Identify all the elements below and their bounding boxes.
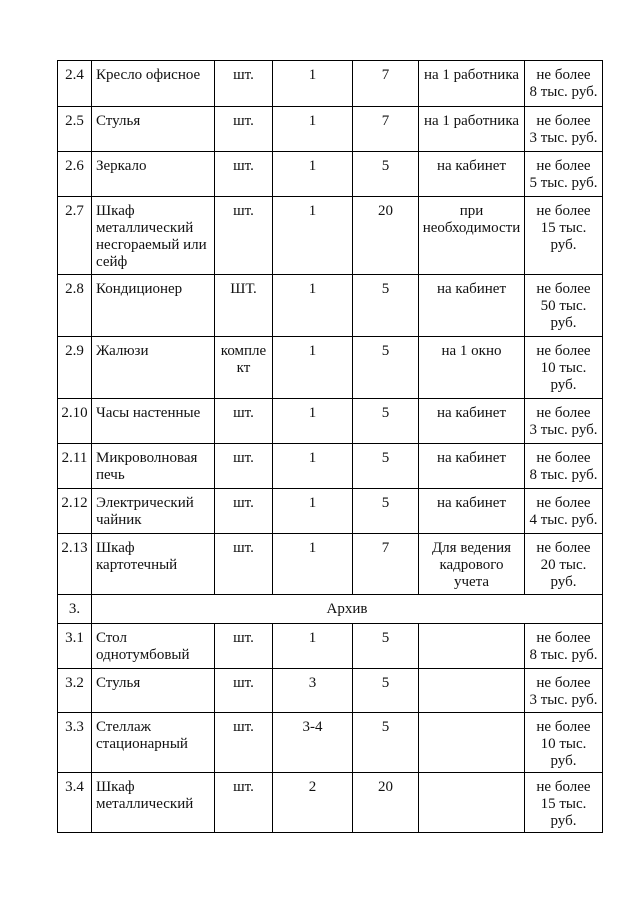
item-name-cell: Шкаф металлический несгораемый или сейф: [92, 197, 215, 275]
service-life-cell: 5: [353, 624, 419, 669]
price-limit-label: не более: [536, 67, 591, 83]
price-limit-label: не более: [536, 630, 591, 646]
unit-cell: шт.: [215, 669, 273, 713]
price-limit-label: не более: [536, 779, 591, 795]
price-amount: 5 тыс. руб.: [529, 175, 598, 191]
quantity-cell: 1: [273, 444, 353, 489]
norm-cell: на 1 работника: [419, 107, 525, 152]
price-limit-cell: [525, 489, 603, 534]
row-number-cell: 3.2: [58, 669, 92, 713]
table-row: [58, 773, 603, 833]
quantity-cell: 1: [273, 107, 353, 152]
price-limit-cell: [525, 713, 603, 773]
service-life-cell: 5: [353, 399, 419, 444]
table-row: [58, 275, 603, 337]
price-limit-label: не более: [536, 495, 591, 511]
quantity-cell: 1: [273, 275, 353, 337]
service-life-cell: 7: [353, 61, 419, 107]
price-limit-cell: [525, 337, 603, 399]
section-number-cell: 3.: [58, 595, 92, 624]
table-row: [58, 624, 603, 669]
equipment-table-body: [58, 61, 603, 833]
row-number-cell: 2.4: [58, 61, 92, 107]
norm-cell: [419, 669, 525, 713]
equipment-table: [57, 60, 603, 833]
price-limit-label: не более: [536, 540, 591, 556]
price-amount: 50 тыс. руб.: [540, 298, 587, 331]
service-life-cell: 5: [353, 152, 419, 197]
price-limit-label: не более: [536, 281, 591, 297]
service-life-cell: 7: [353, 534, 419, 595]
service-life-cell: 7: [353, 107, 419, 152]
service-life-cell: 5: [353, 275, 419, 337]
price-limit-label: не более: [536, 719, 591, 735]
table-row: [58, 713, 603, 773]
table-row: [58, 197, 603, 275]
quantity-cell: 1: [273, 489, 353, 534]
quantity-cell: 1: [273, 152, 353, 197]
item-name-cell: Часы настенные: [92, 399, 215, 444]
item-name-cell: Стол однотумбовый: [92, 624, 215, 669]
quantity-cell: 1: [273, 624, 353, 669]
norm-cell: на кабинет: [419, 489, 525, 534]
norm-cell: при необходимости: [419, 197, 525, 275]
row-number-cell: 3.1: [58, 624, 92, 669]
quantity-cell: 1: [273, 197, 353, 275]
price-limit-label: не более: [536, 343, 591, 359]
unit-cell: шт.: [215, 107, 273, 152]
unit-cell: шт.: [215, 197, 273, 275]
price-amount: 3 тыс. руб.: [529, 422, 598, 438]
price-limit-cell: [525, 152, 603, 197]
unit-cell: шт.: [215, 399, 273, 444]
price-limit-label: не более: [536, 450, 591, 466]
norm-cell: на 1 работника: [419, 61, 525, 107]
price-amount: 8 тыс. руб.: [529, 84, 598, 100]
quantity-cell: 1: [273, 61, 353, 107]
price-limit-label: не более: [536, 113, 591, 129]
price-limit-cell: [525, 107, 603, 152]
service-life-cell: 5: [353, 669, 419, 713]
price-limit-cell: [525, 773, 603, 833]
norm-cell: [419, 624, 525, 669]
row-number-cell: 2.10: [58, 399, 92, 444]
table-row: [58, 399, 603, 444]
row-number-cell: 2.6: [58, 152, 92, 197]
norm-cell: на кабинет: [419, 275, 525, 337]
price-amount: 20 тыс. руб.: [540, 557, 587, 590]
norm-cell: Для ведения кадрового учета: [419, 534, 525, 595]
price-limit-cell: [525, 399, 603, 444]
quantity-cell: 1: [273, 399, 353, 444]
row-number-cell: 2.8: [58, 275, 92, 337]
norm-cell: на 1 окно: [419, 337, 525, 399]
table-row: [58, 444, 603, 489]
norm-cell: на кабинет: [419, 399, 525, 444]
table-row: [58, 534, 603, 595]
price-amount: 3 тыс. руб.: [529, 692, 598, 708]
price-limit-cell: [525, 624, 603, 669]
row-number-cell: 2.5: [58, 107, 92, 152]
item-name-cell: Шкаф картотечный: [92, 534, 215, 595]
item-name-cell: Стеллаж стационарный: [92, 713, 215, 773]
quantity-cell: 3-4: [273, 713, 353, 773]
price-amount: 15 тыс. руб.: [540, 220, 587, 253]
price-amount: 15 тыс. руб.: [540, 796, 587, 829]
section-title-cell: Архив: [92, 595, 603, 624]
price-limit-cell: [525, 61, 603, 107]
item-name-cell: Стулья: [92, 107, 215, 152]
table-row: [58, 61, 603, 107]
row-number-cell: 3.4: [58, 773, 92, 833]
item-name-cell: Стулья: [92, 669, 215, 713]
price-limit-label: не более: [536, 405, 591, 421]
row-number-cell: 2.12: [58, 489, 92, 534]
section-header-row: [58, 595, 603, 624]
table-row: [58, 107, 603, 152]
row-number-cell: 2.9: [58, 337, 92, 399]
price-amount: 4 тыс. руб.: [529, 512, 598, 528]
table-row: [58, 152, 603, 197]
norm-cell: на кабинет: [419, 444, 525, 489]
unit-cell: шт.: [215, 624, 273, 669]
norm-cell: на кабинет: [419, 152, 525, 197]
unit-cell: комплект: [215, 337, 273, 399]
item-name-cell: Кондиционер: [92, 275, 215, 337]
quantity-cell: 1: [273, 534, 353, 595]
quantity-cell: 2: [273, 773, 353, 833]
item-name-cell: Электрический чайник: [92, 489, 215, 534]
price-limit-cell: [525, 444, 603, 489]
price-amount: 3 тыс. руб.: [529, 130, 598, 146]
unit-cell: шт.: [215, 534, 273, 595]
service-life-cell: 20: [353, 773, 419, 833]
unit-cell: шт.: [215, 152, 273, 197]
quantity-cell: 3: [273, 669, 353, 713]
price-limit-label: не более: [536, 675, 591, 691]
item-name-cell: Кресло офисное: [92, 61, 215, 107]
price-amount: 10 тыс. руб.: [540, 736, 587, 769]
row-number-cell: 2.13: [58, 534, 92, 595]
norm-cell: [419, 713, 525, 773]
quantity-cell: 1: [273, 337, 353, 399]
price-limit-cell: [525, 534, 603, 595]
service-life-cell: 5: [353, 713, 419, 773]
item-name-cell: Жалюзи: [92, 337, 215, 399]
price-limit-label: не более: [536, 203, 591, 219]
unit-cell: шт.: [215, 489, 273, 534]
row-number-cell: 2.7: [58, 197, 92, 275]
item-name-cell: Зеркало: [92, 152, 215, 197]
unit-cell: шт.: [215, 61, 273, 107]
price-amount: 10 тыс. руб.: [540, 360, 587, 393]
price-amount: 8 тыс. руб.: [529, 647, 598, 663]
service-life-cell: 5: [353, 444, 419, 489]
service-life-cell: 5: [353, 337, 419, 399]
service-life-cell: 5: [353, 489, 419, 534]
table-row: [58, 489, 603, 534]
service-life-cell: 20: [353, 197, 419, 275]
row-number-cell: 3.3: [58, 713, 92, 773]
price-limit-cell: [525, 275, 603, 337]
norm-cell: [419, 773, 525, 833]
item-name-cell: Микроволновая печь: [92, 444, 215, 489]
unit-cell: шт.: [215, 713, 273, 773]
price-limit-cell: [525, 197, 603, 275]
unit-cell: ШТ.: [215, 275, 273, 337]
row-number-cell: 2.11: [58, 444, 92, 489]
price-limit-label: не более: [536, 158, 591, 174]
price-limit-cell: [525, 669, 603, 713]
table-row: [58, 669, 603, 713]
unit-cell: шт.: [215, 773, 273, 833]
item-name-cell: Шкаф металлический: [92, 773, 215, 833]
unit-cell: шт.: [215, 444, 273, 489]
price-amount: 8 тыс. руб.: [529, 467, 598, 483]
table-row: [58, 337, 603, 399]
